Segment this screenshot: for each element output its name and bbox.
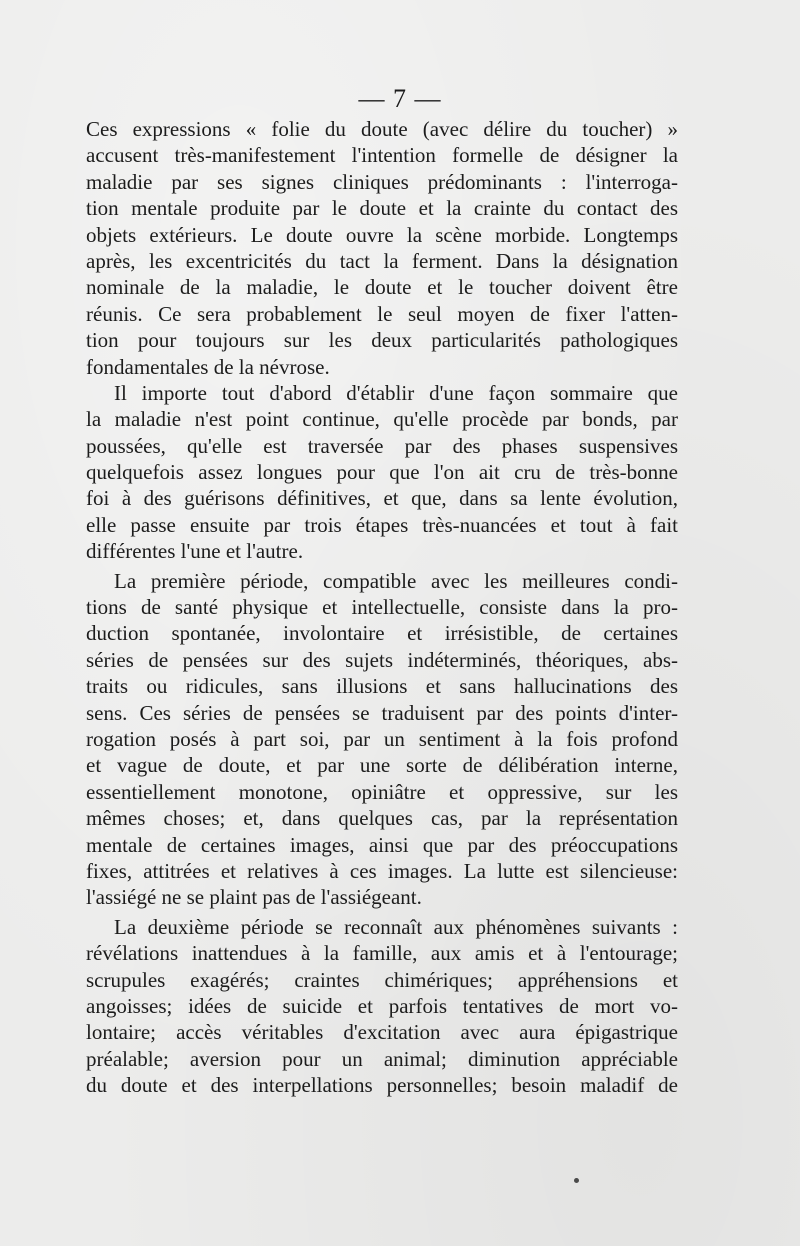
text-line: révélations inattendues à la famille, aux amis et à l'entourage; (86, 941, 678, 966)
text-line: scrupules exagérés; craintes chimériques; appréhensions et (86, 967, 678, 992)
text-line: Ces expressions « folie du doute (avec délire du toucher) » (86, 117, 678, 141)
text-line: séries de pensées sur des sujets indéterminés, théoriques, abs- (86, 647, 678, 672)
text-line: rogation posés à part soi, par un sentiment à la fois profond (86, 726, 678, 751)
text-line: traits ou ridicules, sans illusions et sans hallucinations des (86, 674, 678, 699)
text-line: lontaire; accès véritables d'excitation avec aura épigastrique (86, 1020, 678, 1045)
text-line: quelquefois assez longues pour que l'on ait cru de très-bonne (86, 460, 678, 485)
text-line: essentiellement monotone, opiniâtre et oppressive, sur les (86, 779, 678, 804)
text-line: tion pour toujours sur les deux particularités pathologiques (86, 328, 678, 353)
text-line: nominale de la maladie, le doute et le toucher doivent être (86, 275, 678, 300)
text-line: angoisses; idées de suicide et parfois tentatives de mort vo- (86, 993, 678, 1018)
text-line: l'assiégé ne se plaint pas de l'assiégeant. (86, 885, 422, 910)
body-text (86, 116, 678, 1098)
text-line: tion mentale produite par le doute et la crainte du contact des (86, 196, 678, 221)
text-line: préalable; aversion pour un animal; diminution appréciable (86, 1046, 678, 1071)
text-line: mentale de certaines images, ainsi que par des préoccupations (86, 832, 678, 857)
text-line: fixes, attitrées et relatives à ces images. La lutte est silencieuse: (86, 858, 678, 883)
text-line: accusent très-manifestement l'intention formelle de désigner la (86, 143, 678, 168)
text-line: La première période, compatible avec les meilleures condi- (114, 568, 678, 593)
text-line: la maladie n'est point continue, qu'elle procède par bonds, par (86, 407, 678, 432)
text-line: sens. Ces séries de pensées se traduisent par des points d'inter- (86, 700, 678, 725)
text-line: La deuxième période se reconnaît aux phénomènes suivants : (114, 914, 678, 939)
text-line: après, les excentricités du tact la ferment. Dans la désignation (86, 248, 678, 273)
text-line: tions de santé physique et intellectuelle, consiste dans la pro- (86, 595, 678, 620)
text-line: différentes l'une et l'autre. (86, 539, 304, 564)
text-line: et vague de doute, et par une sorte de délibération interne, (86, 753, 678, 778)
text-line: du doute et des interpellations personnelles; besoin maladif de (86, 1073, 678, 1098)
text-line: réunis. Ce sera probablement le seul moyen de fixer l'atten- (86, 301, 678, 326)
text-line: mêmes choses; et, dans quelques cas, par la représentation (86, 806, 678, 831)
text-line: Il importe tout d'abord d'établir d'une façon sommaire que (114, 380, 678, 405)
text-line: duction spontanée, involontaire et irrésistible, de certaines (86, 621, 678, 646)
text-line: elle passe ensuite par trois étapes très-nuancées et tout à fait (86, 512, 678, 537)
page-number: — 7 — (358, 84, 442, 113)
text-line: poussées, qu'elle est traversée par des phases suspensives (86, 433, 678, 458)
text-line: foi à des guérisons définitives, et que, dans sa lente évolution, (86, 486, 678, 511)
text-line: objets extérieurs. Le doute ouvre la scène morbide. Longtemps (86, 222, 678, 247)
text-line: maladie par ses signes cliniques prédominants : l'interroga- (86, 169, 678, 194)
ink-speck (574, 1178, 579, 1183)
text-line: fondamentales de la névrose. (86, 354, 330, 379)
